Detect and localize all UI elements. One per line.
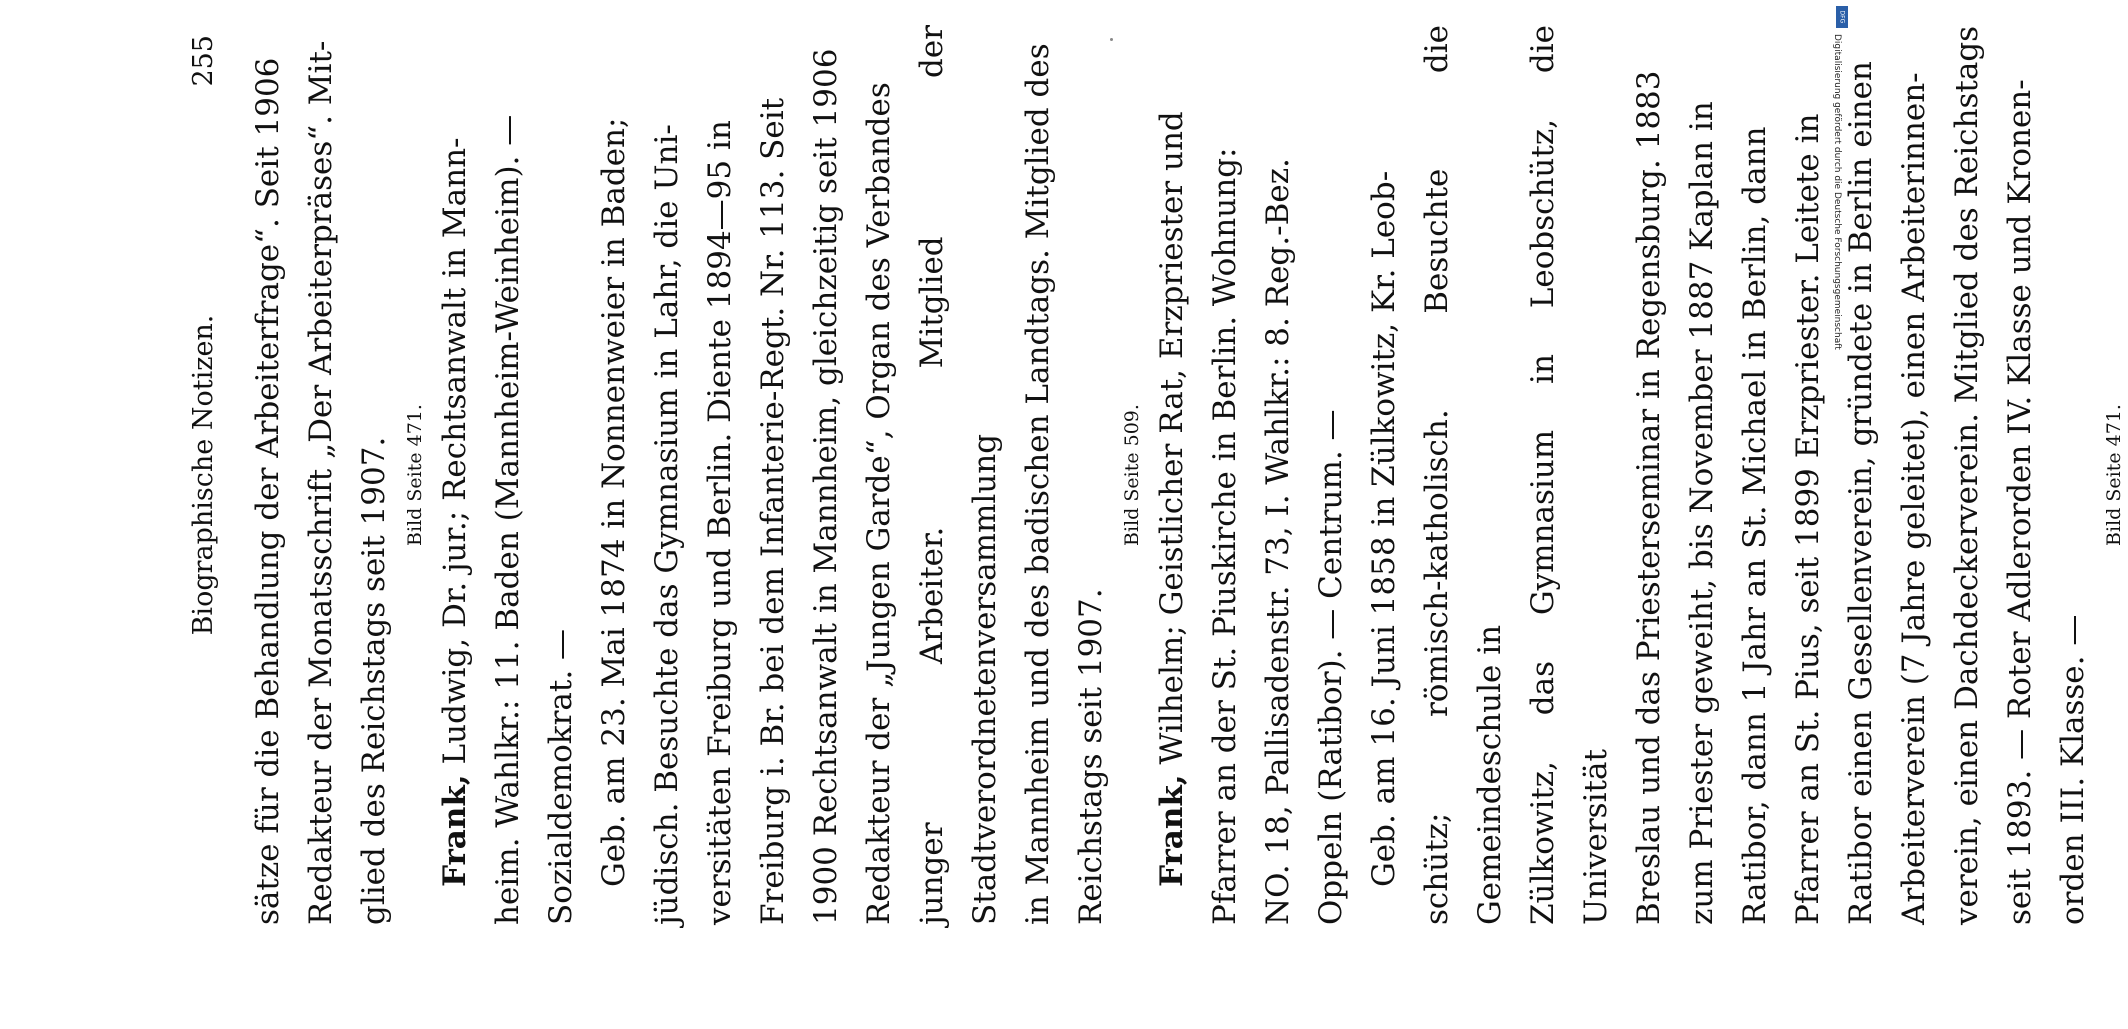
text-line: Geb. am 23. Mai 1874 in Nonnenweier in Baden; (596, 117, 632, 887)
running-title: Biographische Notizen. (188, 314, 219, 636)
dfg-logo (1836, 6, 1848, 28)
scan-speck (1110, 38, 1113, 41)
dfg-logo-text: DFG (1838, 10, 1846, 24)
text-line: Zülkowitz, das Gymnasium in Leobschütz, die Universität (1525, 25, 1614, 925)
picture-reference: Bild Seite 509. (1121, 404, 1143, 546)
text-line: Ratibor, dann 1 Jahr an St. Michael in Berlin, dann (1737, 126, 1773, 925)
text-line: Breslau und das Priesterseminar in Regensburg. 1883 (1631, 70, 1667, 925)
text-line: Oppeln (Ratibor). — Centrum. — (1313, 409, 1349, 925)
text-line: Redakteur der „Jungen Garde“, Organ des Verbandes (861, 82, 897, 925)
text-line: Sozialdemokrat. — (543, 628, 579, 925)
text-line: jüdisch. Besuchte das Gymnasium in Lahr, die Uni- (649, 124, 685, 925)
text-line: Redakteur der Monatsschrift „Der Arbeiterpräses“. Mit- (303, 40, 339, 925)
biography-entry-heading (429, 25, 482, 925)
picture-reference: Bild Seite 471. (404, 404, 426, 546)
text-line: seit 1893. — Roter Adlerorden IV. Klasse und Kronen- (2002, 79, 2038, 925)
text-line: zum Priester geweiht, bis November 1887 Kaplan in (1684, 101, 1720, 925)
page-header (180, 25, 240, 925)
text-line: heim. Wahlkr.: 11. Baden (Mannheim-Weinheim). — (490, 114, 526, 925)
entry-surname: Frank, (1154, 774, 1190, 887)
page-number: 255 (188, 35, 219, 87)
text-line: junger Arbeiter. Mitglied der Stadtverordnetenversammlung (914, 25, 1003, 925)
text-line: sätze für die Behandlung der Arbeiterfrage“. Seit 1906 (250, 57, 286, 925)
text-line: Ratibor einen Gesellenverein, gründete in Berlin einen (1843, 61, 1879, 925)
text-line: Freiburg i. Br. bei dem Infanterie-Regt. Nr. 113. Seit (755, 97, 791, 925)
text-line: in Mannheim und des badischen Landtags. Mitglied des (1020, 43, 1056, 925)
entry-surname: Frank, (437, 774, 473, 887)
text-line: Arbeiterverein (7 Jahre geleitet), einen Arbeiterinnen- (1896, 72, 1932, 925)
text-line: versitäten Freiburg und Berlin. Diente 1894—95 in (702, 120, 738, 925)
biography-entry-heading (1146, 25, 1199, 925)
text-line: Wilhelm; Geistlicher Rat, Erzpriester und (1154, 111, 1190, 765)
text-line: 1900 Rechtsanwalt in Mannheim, gleichzeitig seit 1906 (808, 48, 844, 925)
digitization-credit: Digitalisierung gefördert durch die Deutsche Forschungsgemeinschaft (1832, 34, 1842, 350)
text-line: Geb. am 16. Juni 1858 in Zülkowitz, Kr. Leob- (1366, 170, 1402, 887)
text-line: orden III. Klasse. — (2055, 614, 2091, 925)
text-line: schütz; römisch-katholisch. Besuchte die Gemeindeschule in (1419, 25, 1508, 925)
text-line: Pfarrer an der St. Piuskirche in Berlin. Wohnung: (1207, 147, 1243, 925)
picture-reference: Bild Seite 471. (2103, 404, 2125, 546)
text-line: verein, einen Dachdeckerverein. Mitglied des Reichstags (1949, 25, 1985, 925)
text-line: Reichstags seit 1907. (1073, 588, 1109, 925)
text-line: NO. 18, Pallisadenstr. 73, I. Wahlkr.: 8. Reg.-Bez. (1260, 158, 1296, 925)
text-line: Ludwig, Dr. jur.; Rechtsanwalt in Mann- (437, 137, 473, 765)
text-line: glied des Reichstags seit 1907. (356, 436, 392, 925)
text-line: Pfarrer an St. Pius, seit 1899 Erzpriester. Leitete in (1790, 113, 1826, 925)
